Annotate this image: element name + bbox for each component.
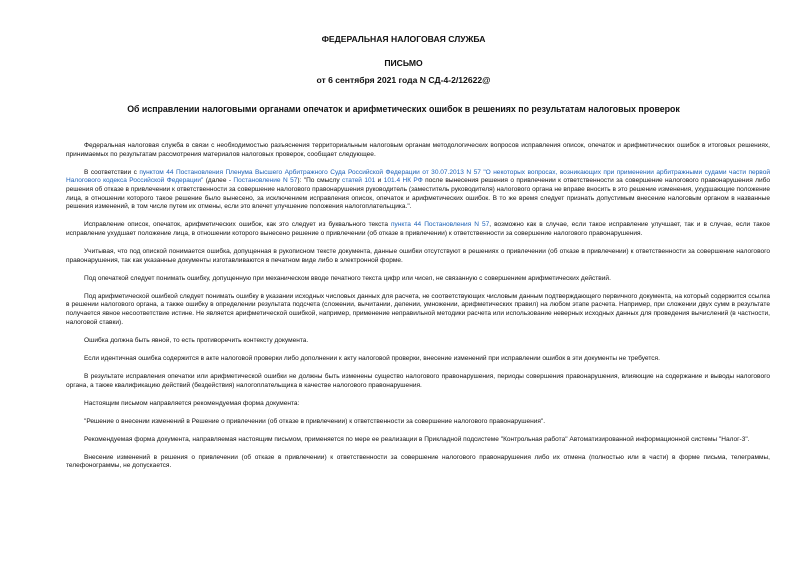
text-span: Исправление описок, опечаток, арифметических ошибок, как это следует из буквального текста <box>84 221 391 229</box>
link-resolution-57-clause-44-b[interactable]: пункта 44 Постановления N 57 <box>390 221 490 229</box>
paragraph-slip-definition: Учитывая, что под опиской понимается ошибка, допущенная в рукописном тексте документа, данные ошибки отсутствуют в решениях о привлечении (об отказе в привлечении) к ответственности за совершение налогового правонарушения, так как указанные документы изготавливаются в печатном виде либо в электронной форме. <box>66 248 770 264</box>
paragraph-correction-limits: В результате исправления опечатки или арифметической ошибки не должны быть изменены существо налогового правонарушения, периоды совершения правонарушения, влияющие на содержание и выводы налогового органа, а также квалификацию действий (бездействия) налогоплательщика в качестве налогового правонарушения. <box>66 372 770 389</box>
document-type: ПИСЬМО <box>384 58 423 68</box>
paragraph-form-usage: Рекомендуемая форма документа, направляемая настоящим письмом, применяется по мере ее реализации в Прикладной подсистеме "Контрольная работа" Автоматизированной информационной системы "Налог-3". <box>84 435 750 443</box>
link-resolution-57[interactable]: Постановление N 57 <box>233 177 298 185</box>
agency-name: ФЕДЕРАЛЬНАЯ НАЛОГОВАЯ СЛУЖБА <box>321 34 486 44</box>
document-body <box>66 142 770 480</box>
link-article-101[interactable]: статей 101 <box>342 177 376 185</box>
text-span: , возможно как в случае, если такое исправление улучшает, так и в случае, если такое исправление ухудшает положение лица, в отношении которого вынесено решение о привлечении (об отказе в привлечении) к ответственности за совершение налогового правонарушения. <box>66 221 770 238</box>
paragraph-arithmetic-error: Под арифметической ошибкой следует понимать ошибку в указании исходных числовых данных для расчета, не соответствующих числовым данным подтверждающего первичного документа, на который содержится ссылка в решении налогового органа, а также ошибку в определении результата подсчета (сложении, вычитании, делении, умножении, арифметических правил) на любом этапе расчета. Например, при сложении двух сумм в результате получается явное несоответствие истине. Не является арифметической ошибкой, например, применение неправильной методики расчета или использование неверных исходных данных для проведения вычислений (в частности, налоговой ставки). <box>66 292 770 326</box>
paragraph-intro: Федеральная налоговая служба в связи с необходимостью разъяснения территориальным налоговым органам методологических вопросов исправления описок, опечаток и арифметических ошибок в итоговых решениях, принимаемых по результатам рассмотрения материалов налоговых проверок, сообщает следующее. <box>66 142 770 158</box>
text-span: (далее - <box>203 177 234 185</box>
paragraph-corrections <box>66 221 770 238</box>
text-span: после вынесения решения о привлечении к ответственности за совершение налогового правонарушения либо решения об отказе в привлечении к ответственности за совершение налогового правонарушения руководитель (заместитель руководителя) налогового органа не вправе вносить в это решение изменения, ухудшающие положение лица, в отношении которого такое решение было вынесено, за исключением исправления описок, опечаток и арифметических ошибок. В то же время следует признать допустимым внесение налоговым органом в названные решения изменений, в том числе путем их отмены, если это влечет улучшение положения налогоплательщика.". <box>66 177 770 211</box>
page-title: Об исправлении налоговыми органами опечаток и арифметических ошибок в решениях по результатам налоговых проверок <box>127 104 680 114</box>
document-reference: от 6 сентября 2021 года N СД-4-2/12622@ <box>316 75 491 85</box>
paragraph-obvious-error: Ошибка должна быть явной, то есть противоречить контексту документа. <box>84 336 309 344</box>
paragraph-typo-definition: Под опечаткой следует понимать ошибку, допущенную при механическом вводе печатного текста цифр или чисел, не связанную с совершением арифметических действий. <box>84 274 611 282</box>
paragraph-final-note: Внесение изменений в решения о привлечении (об отказе в привлечении) к ответственности за совершение налогового правонарушения либо их отмена (полностью или в части) в форме письма, телеграммы, телефонограммы, не допускается. <box>66 453 770 470</box>
text-span: и <box>375 177 384 185</box>
text-span: ): "По смыслу <box>297 177 343 185</box>
text-span: В соответствии с <box>84 168 140 176</box>
link-resolution-57-clause-44[interactable]: пунктом 44 Постановления Пленума Высшего Арбитражного Суда Российской Федерации от 30.07.2013 N 57 "О некоторых вопросах, возникающих при применении арбитражными судами части первой Налогового кодекса Российской Федерации" <box>66 168 770 185</box>
paragraph-form-name: "Решение о внесении изменений в Решение о привлечении (об отказе в привлечении) к ответственности за совершение налогового правонарушения". <box>84 417 546 425</box>
paragraph-identical-error: Если идентичная ошибка содержится в акте налоговой проверки либо дополнении к акту налоговой проверки, внесение изменений при исправлении ошибок в эти документы не требуется. <box>84 354 660 362</box>
paragraph-resolution-57 <box>66 169 770 212</box>
paragraph-form-intro: Настоящим письмом направляется рекомендуемая форма документа: <box>84 399 300 407</box>
link-article-101-4[interactable]: 101.4 НК РФ <box>383 177 423 185</box>
